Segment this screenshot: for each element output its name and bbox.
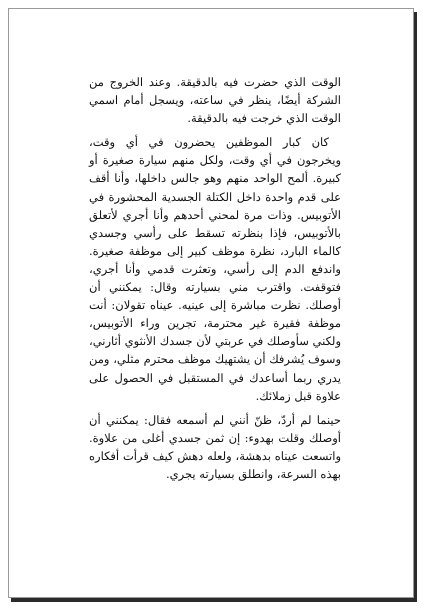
body-text bbox=[89, 73, 341, 489]
document-page bbox=[8, 8, 414, 598]
paragraph-2: كان كبار الموظفين يحضرون في أي وقت، ويخرجون في أي وقت، ولكل منهم سيارة صغيرة أو كبيرة. ألمح الواحد منهم وهو جالس داخلها، وأنا أقف على قدم واحدة داخل الكتلة الجسدية المحشورة في الأتوبيس. وذات مرة لمحني أحدهم وأنا أجري لأتعلق بالأتوبيس، فإذا بنظرته تسقط على رأسي وجسدي كالماء البارد، نظرة موظف كبير إلى موظفة صغيرة. واندفع الدم إلى رأسي، وتعثرت قدمي وأنا أجري، فتوقفت. واقترب مني بسيارته وقال: يمكنني أن أوصلك. نظرت مباشرة إلى عينيه. عيناه تقولان: أنت موظفة فقيرة غير محترمة، تجرين وراء الأتوبيس، ولكني سأوصلك في عربتي لأن جسدك الأنثوي أثارني، وسوف يُشرفك أن يشتهيك موظف محترم مثلي، ومن يدري ربما أساعدك في المستقبل في الحصول على علاوة قبل زملائك. bbox=[89, 135, 341, 403]
paragraph-1: الوقت الذي حضرت فيه بالدقيقة. وعند الخروج من الشركة أيضًا، ينظر في ساعته، ويسجل أمام اسمي الوقت الذي خرجت فيه بالدقيقة. bbox=[89, 75, 341, 126]
paragraph-3: حينما لم أردّ، ظنّ أنني لم أسمعه فقال: يمكنني أن أوصلك وقلت بهدوء: إن ثمن جسدي أغلى من علاوة. واتسعت عيناه بدهشة، ولعله دهش كيف قرأت أفكاره بهذه السرعة، وانطلق بسيارته يجري. bbox=[89, 412, 341, 481]
